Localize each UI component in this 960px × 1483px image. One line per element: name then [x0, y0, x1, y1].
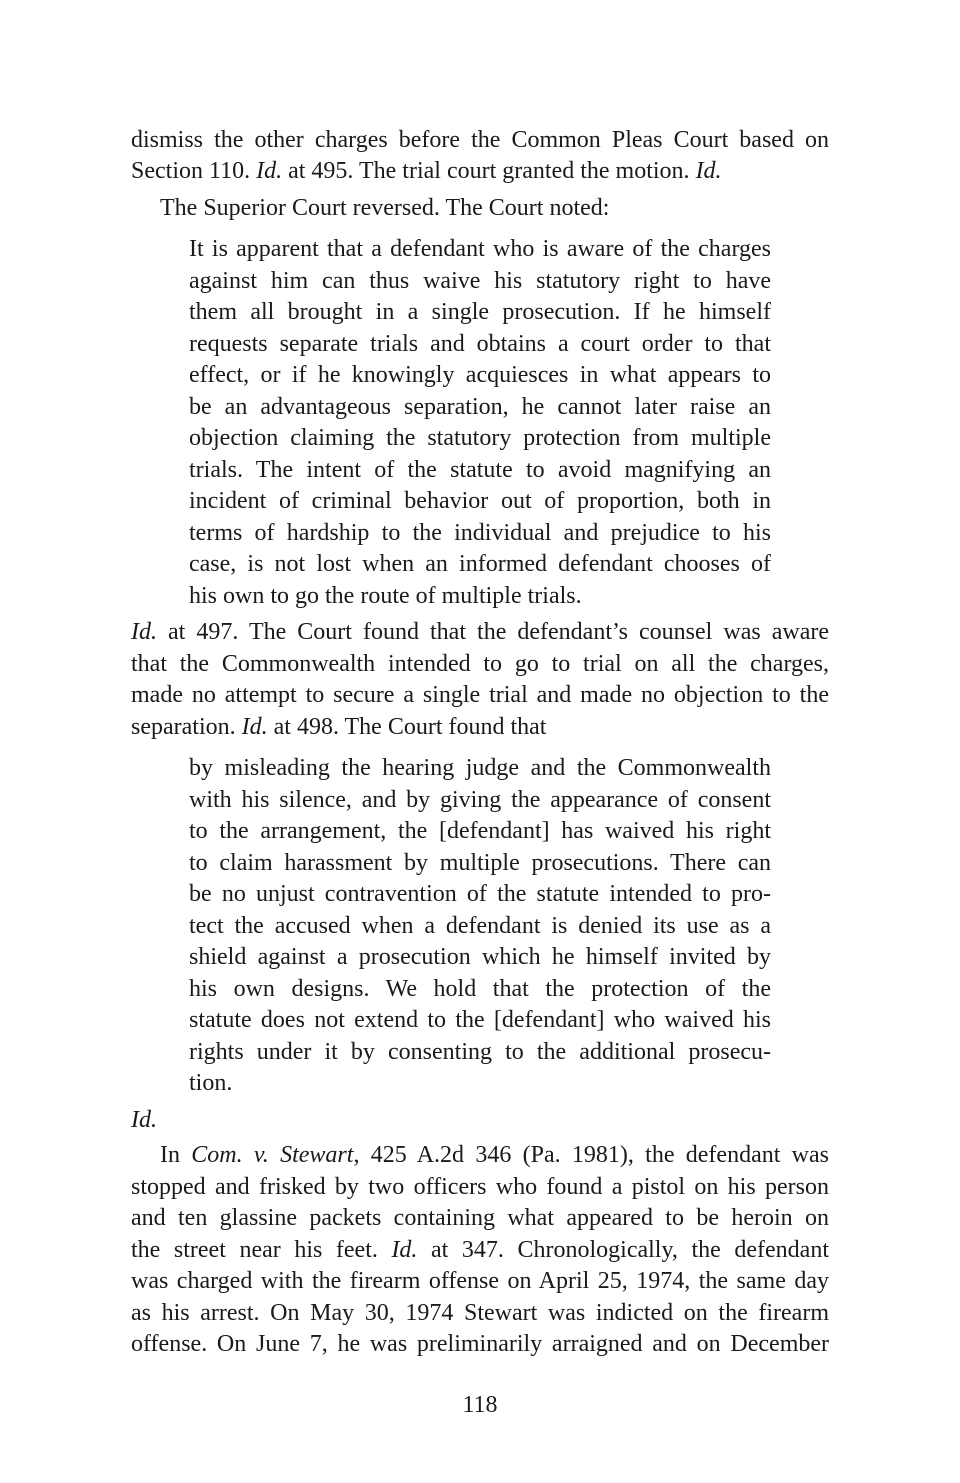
quote-line: requests separate trials and obtains a court order to that	[189, 330, 771, 357]
quote-line: effect, or if he knowingly acquiesces in what appears to	[189, 362, 771, 388]
quote-line: statute does not extend to the [defendant] who waived his	[189, 1007, 771, 1033]
quote-line: It is apparent that a defendant who is aware of the charges	[189, 236, 771, 262]
quote-line: tion.	[189, 1070, 233, 1096]
citation-id: Id.	[256, 158, 283, 184]
body-text-line: The Superior Court reversed. The Court noted:	[160, 195, 610, 221]
quote-line: tect the accused when a defendant is denied its use as a	[189, 912, 771, 939]
text-span: Section 110.	[131, 158, 257, 184]
quote-line: to claim harassment by multiple prosecutions. There can	[189, 849, 771, 876]
body-text-line: that the Commonwealth intended to go to trial on all the charges,	[131, 650, 829, 677]
text-span: at 347. Chronologically, the defendant	[417, 1236, 829, 1263]
body-text-line	[131, 156, 829, 188]
body-text-line: stopped and frisked by two officers who found a pistol on his person	[131, 1173, 829, 1200]
quote-line: his own to go the route of multiple trials.	[189, 582, 582, 609]
quote-line: rights under it by consenting to the additional prosecu-	[189, 1038, 771, 1065]
quote-line: against him can thus waive his statutory right to have	[189, 267, 771, 294]
body-text-line: made no attempt to secure a single trial and made no objection to the	[131, 682, 829, 708]
text-span: at 497. The Court found that the defendant’s counsel was aware	[157, 619, 829, 645]
text-span: the street near his feet.	[131, 1236, 392, 1263]
body-text-line: offense. On June 7, he was preliminarily arraigned and on December	[131, 1331, 829, 1357]
body-text-line	[131, 1235, 829, 1267]
text-span: separation.	[131, 713, 242, 740]
body-text-line	[131, 712, 829, 744]
body-text-line	[131, 617, 829, 649]
quote-line: terms of hardship to the individual and prejudice to his	[189, 519, 771, 546]
text-span: , 425 A.2d 346 (Pa. 1981), the defendant was	[353, 1142, 830, 1168]
body-text-line: dismiss the other charges before the Common Pleas Court based on	[131, 127, 829, 153]
body-text-line	[160, 1140, 829, 1172]
text-span: at 495. The trial court granted the motion.	[282, 158, 696, 184]
body-text-line: and ten glassine packets containing what appeared to be heroin on	[131, 1205, 829, 1231]
quote-line: be no unjust contravention of the statute intended to pro-	[189, 881, 771, 907]
quote-line: by misleading the hearing judge and the Commonwealth	[189, 755, 771, 781]
body-text-line: as his arrest. On May 30, 1974 Stewart was indicted on the firearm	[131, 1299, 829, 1326]
citation-id: Id.	[131, 1107, 157, 1133]
quote-line: case, is not lost when an informed defendant chooses of	[189, 551, 771, 577]
citation-id: Id.	[131, 619, 157, 645]
page-number: 118	[462, 1392, 498, 1418]
text-span: In	[160, 1142, 192, 1168]
quote-line: his own designs. We hold that the protection of the	[189, 975, 771, 1002]
quote-line: incident of criminal behavior out of proportion, both in	[189, 488, 771, 514]
citation-id: Id.	[391, 1236, 418, 1263]
quote-line: with his silence, and by giving the appearance of consent	[189, 786, 771, 813]
quote-line: them all brought in a single prosecution. If he himself	[189, 299, 771, 325]
citation-id: Id.	[695, 158, 722, 184]
quote-line: trials. The intent of the statute to avoid magnifying an	[189, 456, 771, 483]
quote-line: be an advantageous separation, he cannot later raise an	[189, 393, 771, 420]
text-span: at 498. The Court found that	[267, 713, 547, 740]
quote-line: to the arrangement, the [defendant] has waived his right	[189, 818, 771, 844]
case-name: Com. v. Stewart	[191, 1142, 354, 1168]
quote-line: objection claiming the statutory protection from multiple	[189, 425, 771, 451]
citation-id: Id.	[241, 713, 268, 740]
citation-line	[131, 1105, 829, 1137]
body-text-line: was charged with the firearm offense on April 25, 1974, the same day	[131, 1268, 829, 1294]
quote-line: shield against a prosecution which he himself invited by	[189, 944, 771, 970]
